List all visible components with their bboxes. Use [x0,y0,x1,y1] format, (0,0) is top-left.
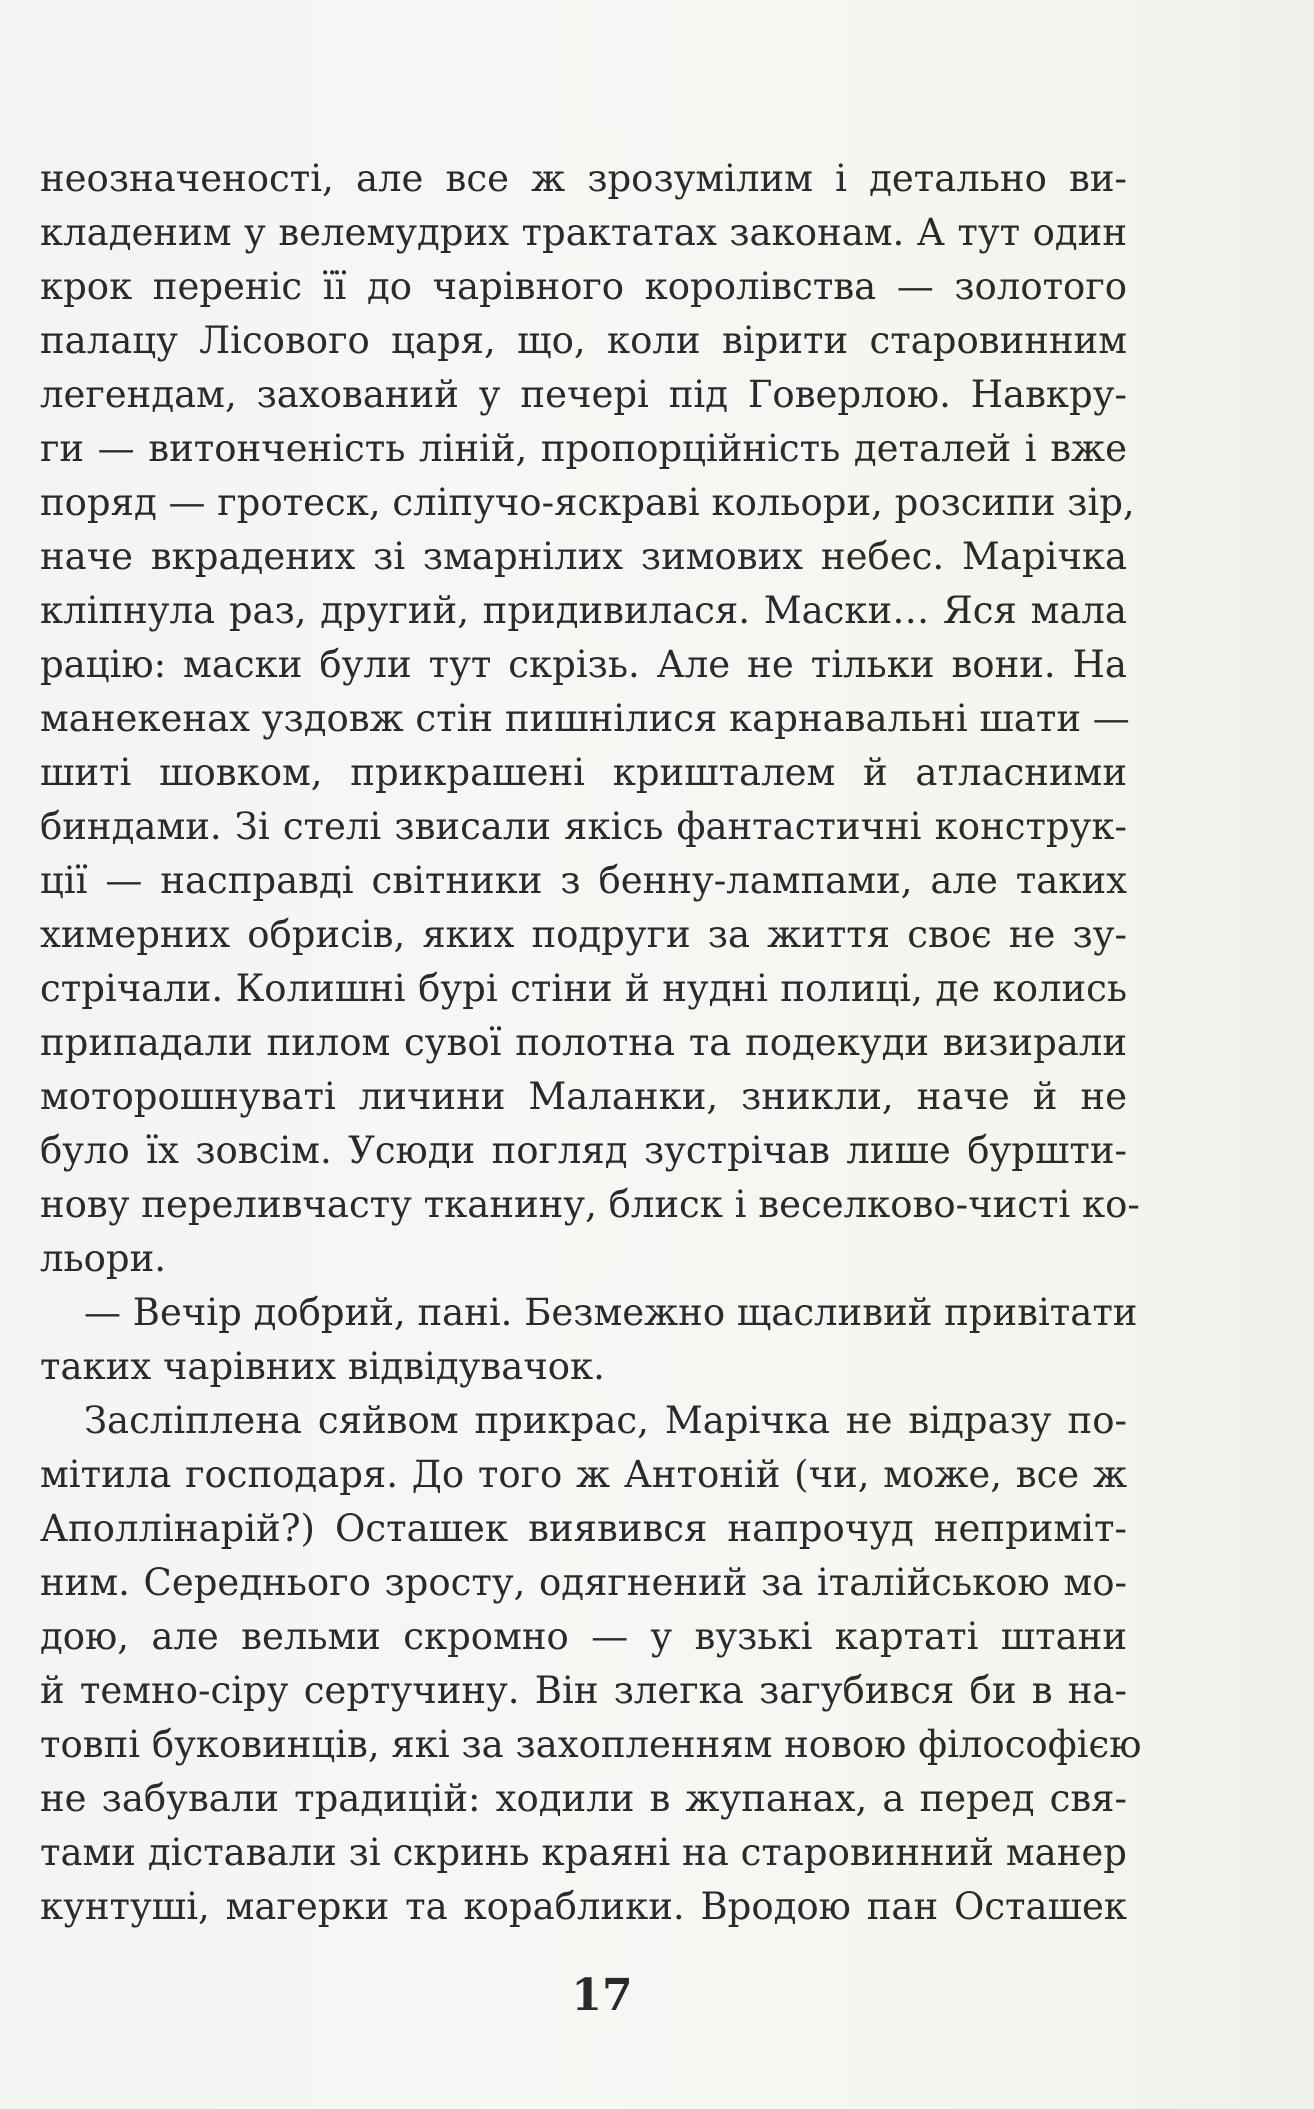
text-line: тами діставали зі скринь краяні на старовинний манер [40,1831,1127,1874]
page-number: 17 [571,1970,633,2021]
text-line: ним. Середнього зросту, одягнений за італійською мо- [40,1561,1127,1604]
text-line: мітила господаря. До того ж Антоній (чи, може, все ж [40,1453,1127,1496]
text-line: рацію: маски були тут скрізь. Але не тільки вони. На [40,643,1127,686]
text-line: припадали пилом сувої полотна та подекуди визирали [40,1021,1127,1064]
text-line: шиті шовком, прикрашені кришталем й атласними [40,751,1127,794]
text-line: Аполлінарій?) Осташек виявився напрочуд неприміт- [40,1507,1127,1550]
text-line: наче вкрадених зі змарнілих зимових небес. Марічка [40,535,1127,578]
text-line: нову переливчасту тканину, блиск і веселково-чисті ко- [40,1183,1140,1226]
text-line: й темно-сіру сертучину. Він злегка загубився би в на- [40,1669,1127,1712]
text-line: палацу Лісового царя, що, коли вірити старовинним [40,319,1127,362]
text-line: ції — насправді світники з бенну-лампами, але таких [40,859,1127,902]
text-line: було їх зовсім. Усюди погляд зустрічав лише буршти- [40,1129,1127,1172]
body-text [40,152,1142,1934]
text-line: кунтуші, магерки та кораблики. Вродою пан Осташек [40,1885,1127,1928]
text-line: легендам, захований у печері під Говерлою. Навкру- [40,373,1127,416]
text-line: биндами. Зі стелі звисали якісь фантастичні конструк- [40,805,1127,848]
text-line: моторошнуваті личини Маланки, зникли, наче й не [40,1075,1127,1118]
text-line: крок переніс її до чарівного королівства — золотого [40,265,1127,308]
dialogue-line: — Вечір добрий, пані. Безмежно щасливий привітати [84,1291,1138,1334]
text-line: поряд — гротеск, сліпучо-яскраві кольори, розсипи зір, [40,481,1135,524]
text-line: химерних обрисів, яких подруги за життя своє не зу- [40,913,1127,956]
text-line: не забували традицій: ходили в жупанах, а перед свя- [40,1777,1127,1820]
text-line: дою, але вельми скромно — у вузькі картаті штани [40,1615,1127,1658]
text-line: кладеним у велемудрих трактатах законам. А тут один [40,211,1127,254]
text-line: неозначеності, але все ж зрозумілим і детально ви- [40,157,1127,200]
text-line: стрічали. Колишні бурі стіни й нудні полиці, де колись [40,967,1127,1010]
text-line: кліпнула раз, другий, придивилася. Маски… Яся мала [40,589,1127,632]
text-line: ги — витонченість ліній, пропорційність деталей і вже [40,427,1127,470]
text-line: манекенах уздовж стін пишнілися карнавальні шати — [40,697,1130,740]
text-line: льори. [40,1237,167,1280]
text-line: Засліплена сяйвом прикрас, Марічка не відразу по- [84,1399,1127,1442]
text-line: товпі буковинців, які за захопленням новою філософією [40,1723,1142,1766]
dialogue-line: таких чарівних відвідувачок. [40,1345,605,1388]
